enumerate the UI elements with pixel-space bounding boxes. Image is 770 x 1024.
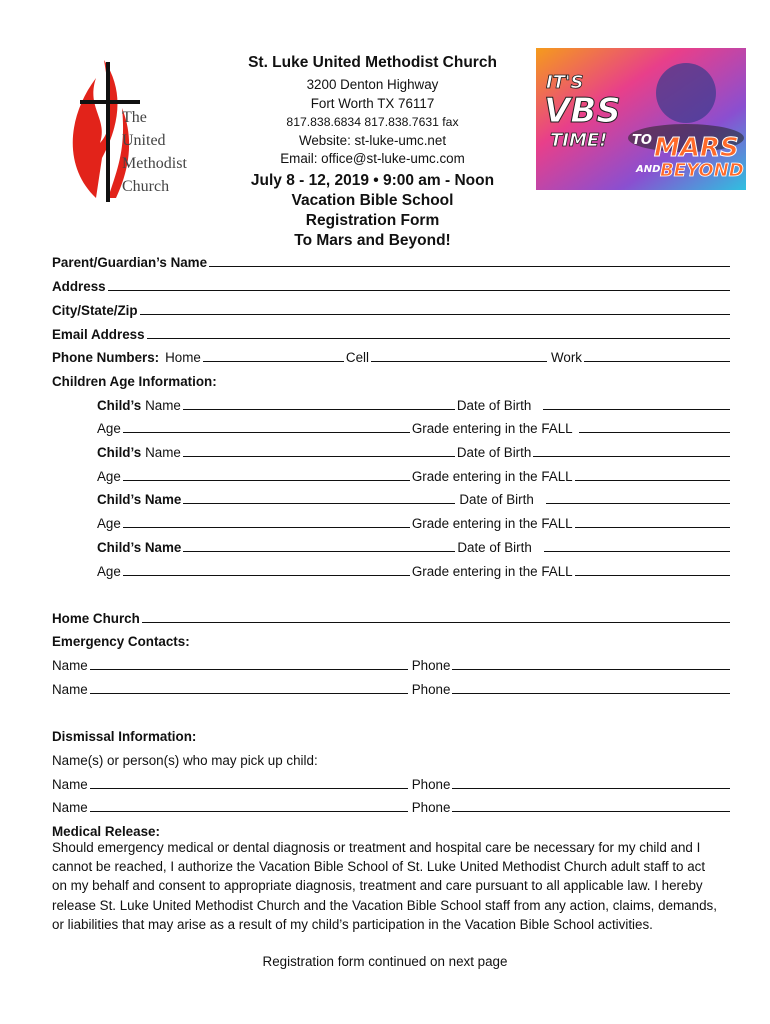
child-1-name-row <box>97 395 732 413</box>
child-2-grade-field[interactable] <box>575 480 730 481</box>
umc-logo <box>56 48 206 208</box>
badge-and: AND <box>636 164 661 175</box>
children-heading <box>52 371 217 389</box>
pickup-label: Name(s) or person(s) who may pick up child: <box>52 753 318 768</box>
medical-heading <box>52 821 160 839</box>
logo-line-2: United <box>122 132 166 149</box>
medical-line-3: on my behalf and consent to appropriate diagnosis, treatment and care pursuant to all applicable law. I hereby <box>52 878 703 894</box>
name-label: Name <box>52 777 88 792</box>
name-label: Name <box>145 445 181 460</box>
children-heading-label: Children Age Information: <box>52 374 217 389</box>
child-1-grade-field[interactable] <box>579 432 730 433</box>
child-4-age-field[interactable] <box>123 575 410 576</box>
grade-label: Grade entering in the FALL <box>411 564 573 579</box>
child-1-age-field[interactable] <box>123 432 410 433</box>
medical-line-2: cannot be reached, I authorize the Vacation Bible School of St. Luke United Methodist Church adult staff to act <box>52 859 706 875</box>
child-3-age-row <box>97 513 732 531</box>
dob-label: Date of Birth <box>459 492 534 507</box>
medical-line-5: or liabilities that may arise as a result of my child’s participation in the Vacation Bible School activities. <box>52 916 653 932</box>
home-church-label: Home Church <box>52 611 140 626</box>
grade-label: Grade entering in the FALL <box>411 421 573 436</box>
child-3-age-field[interactable] <box>123 527 410 528</box>
address-field[interactable] <box>108 290 730 291</box>
child-3-name-row <box>97 489 732 507</box>
emergency-2-phone-field[interactable] <box>452 693 730 694</box>
badge-vbs: VBS <box>544 91 621 131</box>
age-label: Age <box>97 469 121 484</box>
age-label: Age <box>97 516 121 531</box>
medical-line-1: Should emergency medical or dental diagnosis or treatment and hospital care be necessary for my child and I <box>52 840 701 855</box>
child-2-name-row <box>97 442 732 460</box>
address-row <box>52 276 732 294</box>
dob-label: Date of Birth <box>456 445 532 460</box>
dismissal-heading-label: Dismissal Information: <box>52 729 197 744</box>
child-1-age-row <box>97 418 732 436</box>
emergency-heading-label: Emergency Contacts: <box>52 634 190 649</box>
child-2-age-row <box>97 466 732 484</box>
child-label: Child’s <box>97 398 142 413</box>
title-line-2: Registration Form <box>305 211 440 229</box>
child-3-name-field[interactable] <box>183 503 455 504</box>
logo-line-3: Methodist <box>122 155 187 172</box>
city-address: Fort Worth TX 76117 <box>310 95 435 111</box>
church-header <box>200 52 545 251</box>
child-4-name-field[interactable] <box>183 551 455 552</box>
badge-beyond: BEYOND <box>660 160 744 181</box>
email: Email: office@st-luke-umc.com <box>280 151 465 166</box>
home-phone-field[interactable] <box>203 361 344 362</box>
dismissal-heading <box>52 726 196 744</box>
phone-label: Phone <box>411 658 451 673</box>
medical-heading-label: Medical Release: <box>52 824 160 839</box>
child-3-grade-field[interactable] <box>575 527 730 528</box>
emergency-2-row <box>52 679 732 697</box>
title-line-3: To Mars and Beyond! <box>294 231 451 249</box>
logo-line-1: The <box>122 109 147 126</box>
dob-label: Date of Birth <box>457 540 532 555</box>
child-name-label: Child’s Name <box>97 492 182 507</box>
parent-name-field[interactable] <box>209 266 730 267</box>
child-name-label: Child’s Name <box>97 540 182 555</box>
vbs-rocket-icon <box>536 48 746 190</box>
child-4-dob-field[interactable] <box>544 551 730 552</box>
grade-label: Grade entering in the FALL <box>411 469 573 484</box>
cell-phone-label: Cell <box>345 350 369 365</box>
age-label: Age <box>97 564 121 579</box>
vbs-badge <box>536 48 746 190</box>
badge-to: TO <box>632 133 652 148</box>
parent-name-label: Parent/Guardian’s Name <box>52 255 208 270</box>
child-4-name-row <box>97 537 732 555</box>
age-label: Age <box>97 421 121 436</box>
pickup-1-name-field[interactable] <box>90 788 408 789</box>
city-row <box>52 300 732 318</box>
emergency-2-name-field[interactable] <box>90 693 408 694</box>
emergency-1-name-field[interactable] <box>90 669 408 670</box>
dob-label: Date of Birth <box>456 398 532 413</box>
cell-phone-field[interactable] <box>371 361 547 362</box>
phone-label: Phone Numbers: <box>52 350 160 365</box>
badge-its: IT'S <box>546 72 584 93</box>
child-2-age-field[interactable] <box>123 480 410 481</box>
city-label: City/State/Zip <box>52 303 138 318</box>
emergency-heading <box>52 631 190 649</box>
child-1-name-field[interactable] <box>183 409 455 410</box>
email-label: Email Address <box>52 327 145 342</box>
child-2-name-field[interactable] <box>183 456 455 457</box>
email-field[interactable] <box>147 338 730 339</box>
child-label: Child’s <box>97 445 142 460</box>
emergency-1-phone-field[interactable] <box>452 669 730 670</box>
phone-row <box>52 347 732 365</box>
badge-time: TIME! <box>550 130 608 151</box>
emergency-1-row <box>52 655 732 673</box>
church-name: St. Luke United Methodist Church <box>248 54 497 71</box>
event-dates: July 8 - 12, 2019 • 9:00 am - Noon <box>250 171 495 189</box>
child-3-dob-field[interactable] <box>546 503 730 504</box>
name-label: Name <box>145 398 181 413</box>
phone-label: Phone <box>411 682 451 697</box>
phone-label: Phone <box>411 800 451 815</box>
home-phone-label: Home <box>165 350 201 365</box>
name-label: Name <box>52 800 88 815</box>
email-row <box>52 324 732 342</box>
parent-name-row <box>52 252 732 270</box>
medical-release-text <box>52 838 742 934</box>
medical-line-4: release St. Luke United Methodist Church and the Vacation Bible School staff from any action, claims, demands, <box>52 897 717 913</box>
pickup-2-row <box>52 797 732 815</box>
pickup-2-phone-field[interactable] <box>452 811 730 812</box>
badge-mars: MARS <box>654 133 739 163</box>
street-address: 3200 Denton Highway <box>306 77 439 92</box>
pickup-1-row <box>52 774 732 792</box>
phone-label: Phone <box>411 777 451 792</box>
pickup-2-name-field[interactable] <box>90 811 408 812</box>
logo-line-4: Church <box>122 178 170 195</box>
address-label: Address <box>52 279 106 294</box>
work-phone-field[interactable] <box>584 361 730 362</box>
child-1-dob-field[interactable] <box>543 409 730 410</box>
city-field[interactable] <box>140 314 730 315</box>
footer-note: Registration form continued on next page <box>262 954 508 969</box>
name-label: Name <box>52 682 88 697</box>
home-church-row <box>52 608 732 626</box>
work-phone-label: Work <box>551 350 582 365</box>
title-line-1: Vacation Bible School <box>291 191 454 209</box>
pickup-1-phone-field[interactable] <box>452 788 730 789</box>
child-4-age-row <box>97 561 732 579</box>
name-label: Name <box>52 658 88 673</box>
child-4-grade-field[interactable] <box>575 575 730 576</box>
grade-label: Grade entering in the FALL <box>411 516 573 531</box>
home-church-field[interactable] <box>142 622 730 623</box>
website: Website: st-luke-umc.net <box>298 132 447 148</box>
phone-numbers: 817.838.6834 817.838.7631 fax <box>286 115 459 129</box>
child-2-dob-field[interactable] <box>533 456 730 457</box>
pickup-instructions <box>52 750 318 768</box>
